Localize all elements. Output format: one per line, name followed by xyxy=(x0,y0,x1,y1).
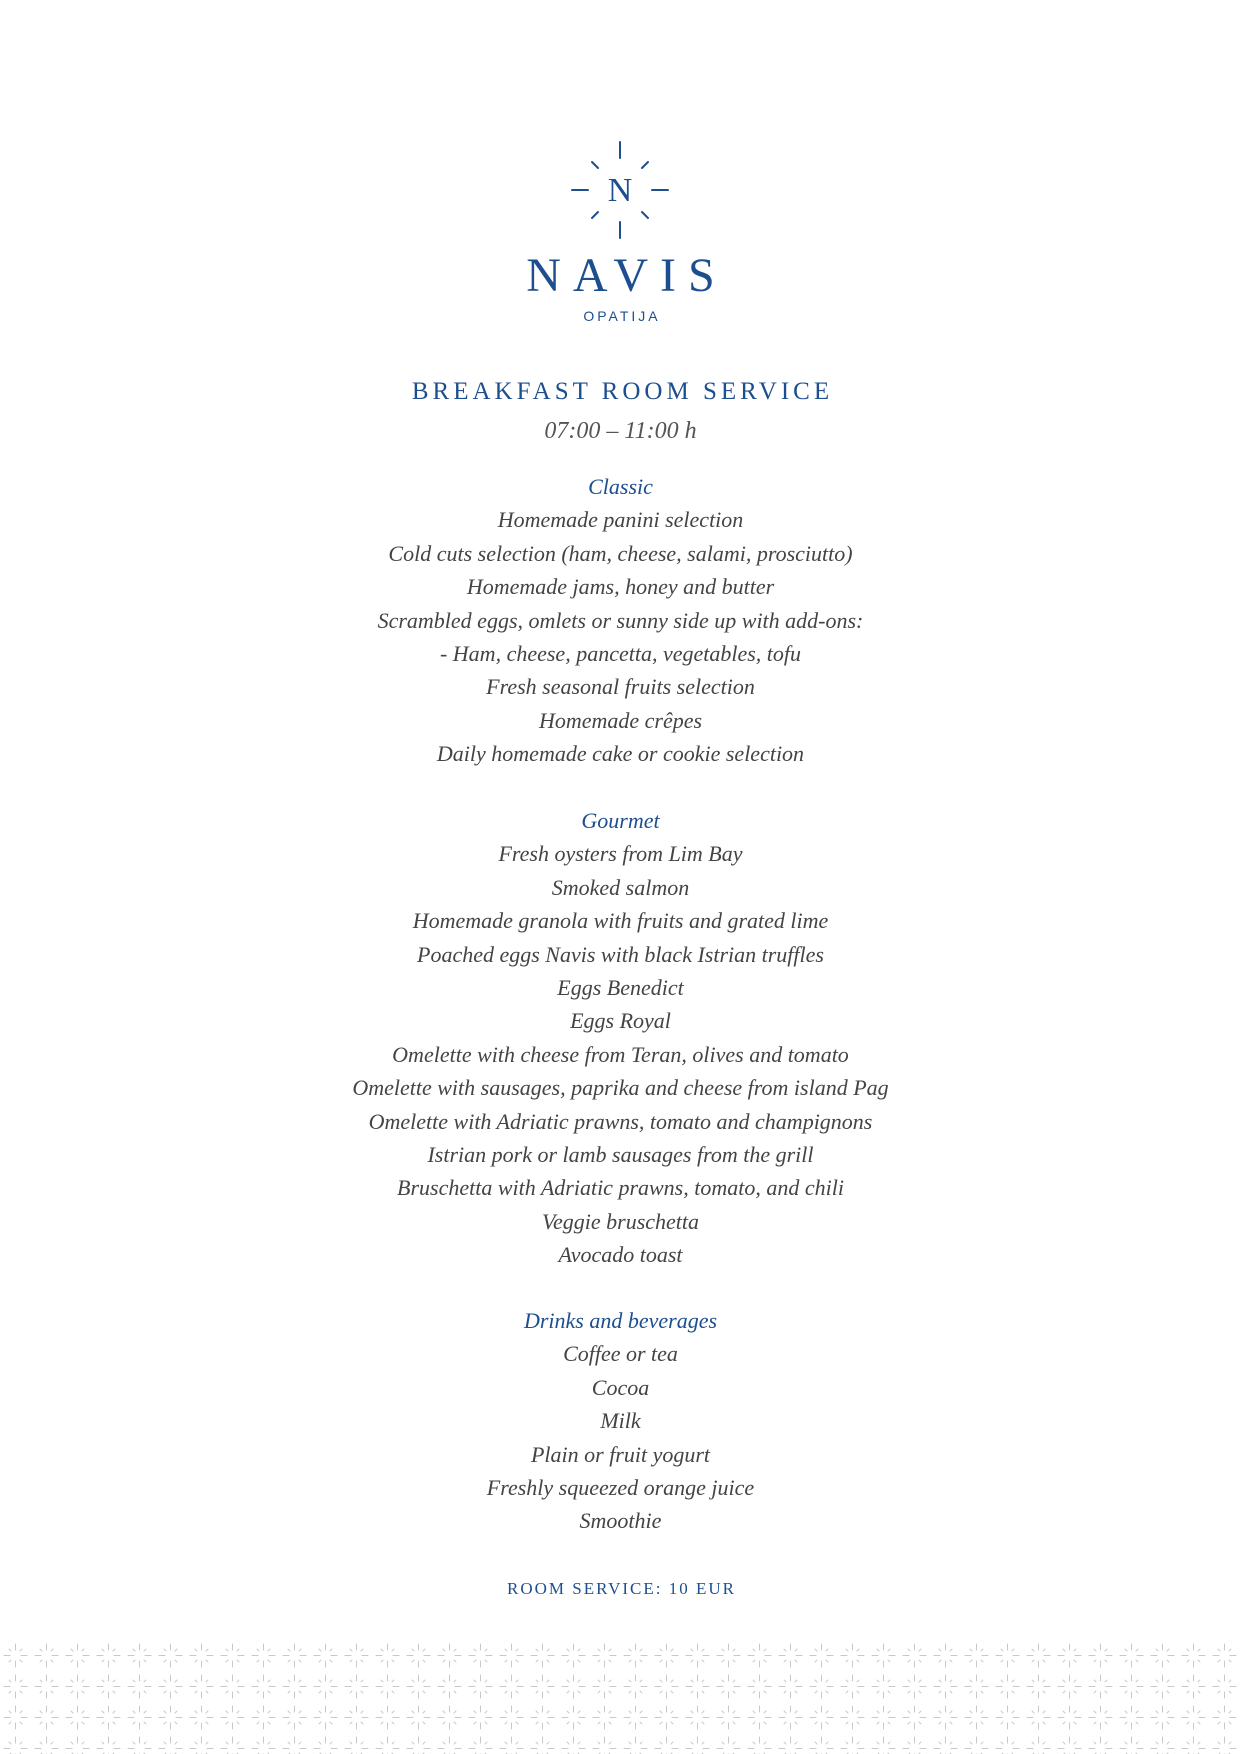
menu-item: Homemade granola with fruits and grated lime xyxy=(412,908,829,934)
menu-item: Omelette with Adriatic prawns, tomato and champignons xyxy=(368,1108,873,1134)
menu-item: Omelette with sausages, paprika and cheese from island Pag xyxy=(352,1075,889,1101)
menu-item: Istrian pork or lamb sausages from the grill xyxy=(427,1141,814,1167)
menu-item: Fresh seasonal fruits selection xyxy=(486,674,755,700)
menu-item: Daily homemade cake or cookie selection xyxy=(436,741,805,767)
menu-title: BREAKFAST ROOM SERVICE xyxy=(411,378,834,405)
menu-item: Eggs Benedict xyxy=(557,974,684,1000)
brand-location: OPATIJA xyxy=(583,308,661,324)
menu-item: Homemade panini selection xyxy=(497,507,744,533)
menu-hours: 07:00 – 11:00 h xyxy=(544,418,697,444)
brand-name: NAVIS xyxy=(526,249,727,302)
section-heading: Classic xyxy=(588,474,653,499)
menu-item: Homemade jams, honey and butter xyxy=(466,574,775,600)
section-drinks xyxy=(0,1304,1241,1538)
menu-item: Eggs Royal xyxy=(570,1008,671,1034)
section-heading: Gourmet xyxy=(581,808,660,833)
menu-item: Bruschetta with Adriatic prawns, tomato, and chili xyxy=(397,1175,844,1201)
menu-item: - Ham, cheese, pancetta, vegetables, tofu xyxy=(439,640,802,666)
menu-item: Poached eggs Navis with black Istrian truffles xyxy=(417,941,824,967)
room-service-fee: ROOM SERVICE: 10 EUR xyxy=(507,1579,736,1598)
section-heading: Drinks and beverages xyxy=(523,1308,718,1333)
menu-item: Milk xyxy=(600,1408,641,1434)
menu-item: Avocado toast xyxy=(558,1242,683,1268)
logo-letter: N xyxy=(607,172,633,209)
menu-item: Smoked salmon xyxy=(551,874,690,900)
menu-item: Scrambled eggs, omlets or sunny side up with add-ons: xyxy=(377,607,864,633)
menu-item: Cold cuts selection (ham, cheese, salami, prosciutto) xyxy=(388,540,853,566)
menu-item: Veggie bruschetta xyxy=(541,1208,700,1234)
menu-item: Coffee or tea xyxy=(563,1341,678,1367)
menu-item: Cocoa xyxy=(591,1374,650,1400)
menu-item: Plain or fruit yogurt xyxy=(530,1441,711,1467)
menu-item: Smoothie xyxy=(579,1508,662,1534)
menu-item: Freshly squeezed orange juice xyxy=(486,1474,755,1500)
menu-item: Homemade crêpes xyxy=(538,707,703,733)
compass-logo-icon xyxy=(570,140,670,240)
section-gourmet xyxy=(0,804,1241,1271)
decorative-compass-pattern xyxy=(0,1640,1241,1754)
menu-item: Fresh oysters from Lim Bay xyxy=(498,841,743,867)
menu-item: Omelette with cheese from Teran, olives and tomato xyxy=(392,1041,849,1067)
section-classic xyxy=(0,470,1241,771)
